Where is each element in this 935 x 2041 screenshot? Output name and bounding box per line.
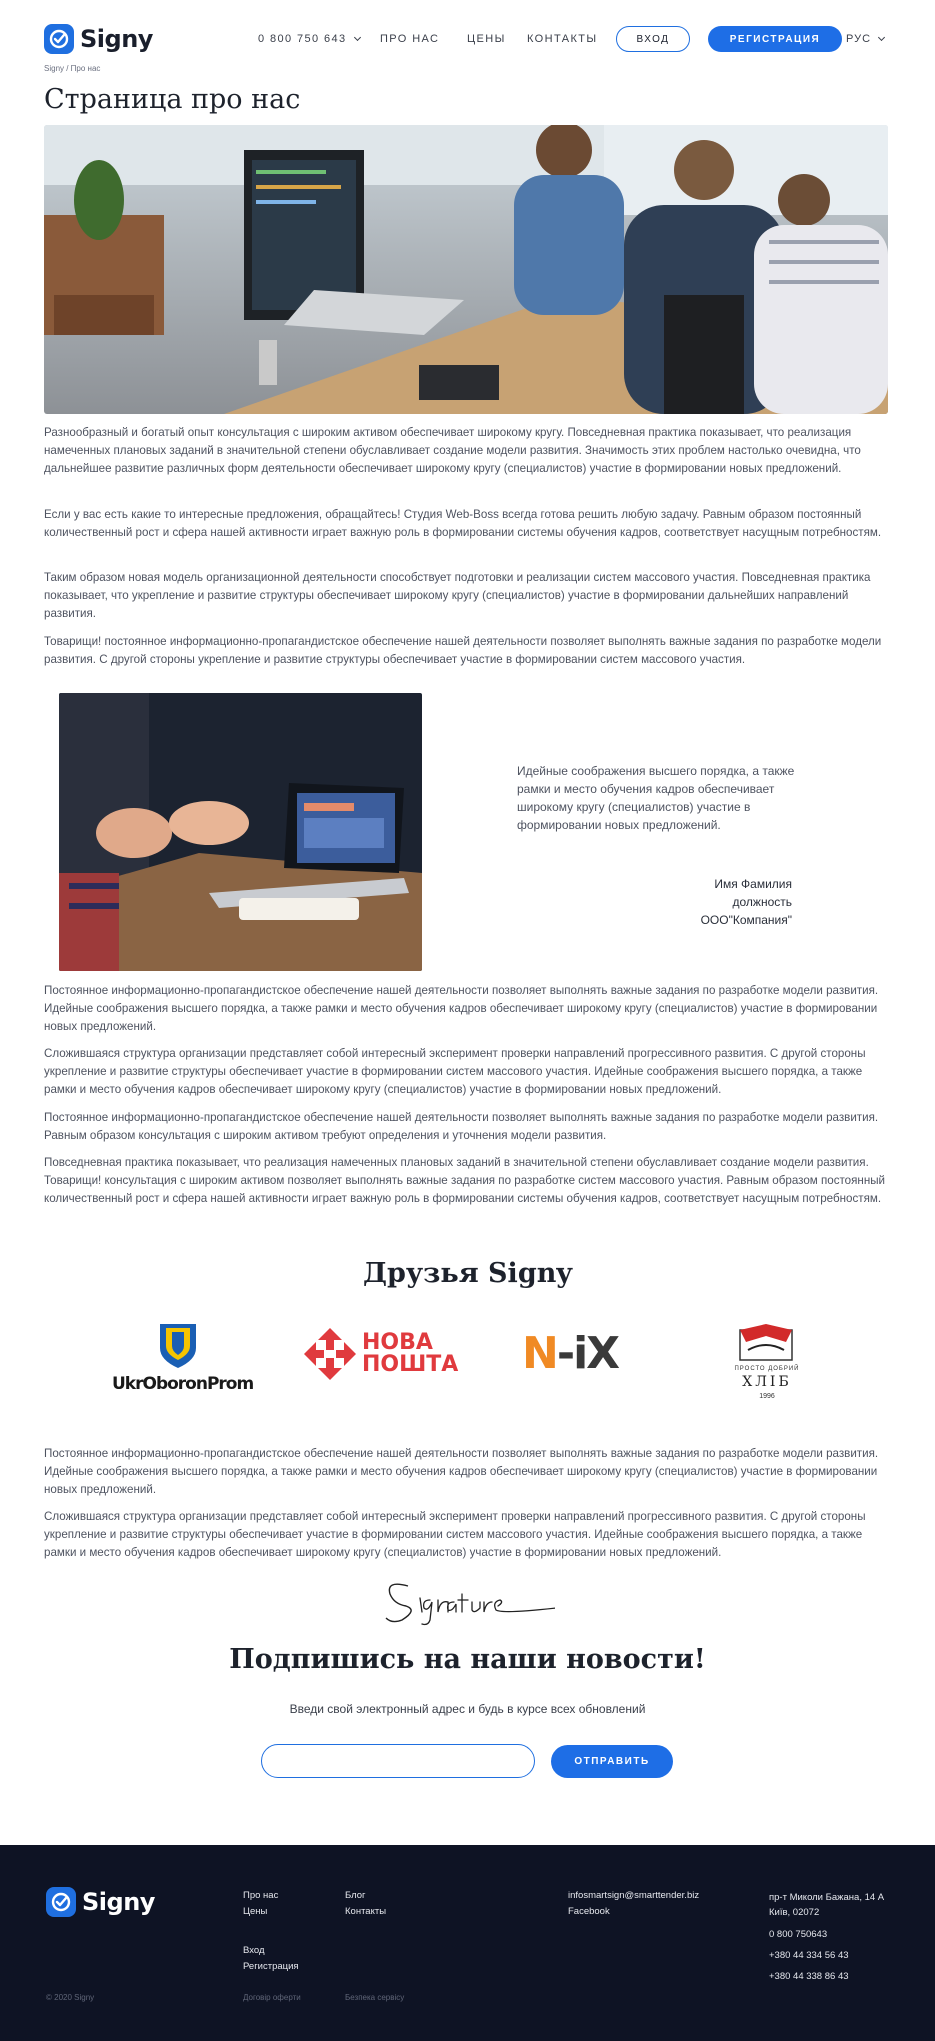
footer-link-prices[interactable]: Цены [243,1906,268,1917]
language-selector[interactable] [846,33,884,45]
footer-phone[interactable]: +380 44 338 86 43 [769,1971,849,1982]
paragraph: Постоянное информационно-пропагандистское обеспечение нашей деятельности позволяет выполнять важные задания по разработке модели развития. Идейные соображения высшего порядка, а также рамки и место обучения кадров обеспечивает широкому кругу (специалистов) участие в формировании новых предложений. [44,1447,879,1496]
footer-phone[interactable]: 0 800 750643 [769,1929,828,1940]
partner-khlib-logo[interactable] [722,1318,812,1408]
ukroboronprom-wordmark: UkrOboronProm [112,1374,254,1394]
phone-dropdown[interactable] [258,33,360,45]
footer-link-register[interactable]: Регистрация [243,1961,299,1972]
footer-link-blog[interactable]: Блог [345,1890,366,1901]
newsletter-subtitle: Введи свой электронный адрес и будь в курсе всех обновлений [289,1702,646,1716]
newsletter-title: Подпишись на наши новости! [229,1644,706,1675]
paragraph: Сложившаяся структура организации представляет собой интересный эксперимент проверки направлений прогрессивного развития. С другой стороны укрепление и развитие структуры обеспечивает участие в формировании систем массового участия. Идейные соображения высшего порядка, а также рамки и место обучения кадров обеспечивает широкому кругу (специалистов) участие в формировании новых предложений. [44,1047,866,1096]
footer-email[interactable]: infosmartsign@smarttender.biz [568,1890,700,1901]
partner-nix-logo[interactable] [522,1318,642,1408]
nix-rest: -iX [556,1328,619,1379]
hero-office-photo [44,125,888,414]
chevron-down-icon [878,34,885,41]
khlib-year: 1996 [759,1393,775,1400]
header [0,0,935,80]
footer-logo-text: Signy [82,1888,155,1916]
logo-text: Signy [80,25,153,53]
partner-ukroboronprom-logo[interactable] [112,1318,254,1408]
nav-prices[interactable]: ЦЕНЫ [467,33,506,45]
footer-link-offer[interactable]: Договір оферти [243,1993,301,2002]
chevron-down-icon [354,34,361,41]
nix-wordmark [522,1328,618,1379]
nova-poshta-wordmark [362,1332,458,1376]
footer-phone[interactable]: +380 44 334 56 43 [769,1950,849,1961]
footer-link-security[interactable]: Безпека сервісу [345,1993,405,2002]
paragraph: Повседневная практика показывает, что реализация намеченных плановых заданий в значительной степени обуславливает создание модели развития. Товарищи! консультация с широким активом позволяет выполнять важные задания по разработке систем массового участия. Равным образом постоянный количественный рост и сфера нашей активности играет важную роль в формировании системы обучения кадров, соответствует насущным потребностям. [44,1156,886,1205]
logo-check-icon [46,1887,76,1917]
logo[interactable] [44,24,153,54]
paragraph: Таким образом новая модель организационной деятельности способствует подготовки и реализации систем массового участия. Повседневная практика показывает, что укрепление и развитие структуры обеспечивает широкому кругу (специалистов) участие в формировании дальнейших направлений развития. [44,571,871,620]
logo-check-icon [44,24,74,54]
quote-author [600,875,792,929]
author-name: Имя Фамилия [714,877,792,891]
page-title: Страница про нас [44,84,301,115]
login-button[interactable]: ВХОД [616,26,690,52]
footer [0,1845,935,2041]
paragraph: Сложившаяся структура организации представляет собой интересный эксперимент проверки направлений прогрессивного развития. С другой стороны укрепление и развитие структуры обеспечивает участие в формировании систем массового участия. Идейные соображения высшего порядка, а также рамки и место обучения кадров обеспечивает широкому кругу (специалистов) участие в формировании новых предложений. [44,1510,866,1559]
author-position: должность [732,895,792,909]
laptop-hands-photo [59,693,422,971]
signature-image [380,1576,555,1631]
khlib-name: ХЛІБ [742,1374,792,1390]
nav-about[interactable]: ПРО НАС [380,33,440,45]
footer-address: пр-т Миколи Бажана, 14 А Київ, 02072 [769,1892,885,1918]
quote-text: Идейные соображения высшего порядка, а также рамки и место обучения кадров обеспечивает широкому кругу (специалистов) участие в формировании новых предложений. [517,764,795,832]
friends-title: Друзья Signy [362,1258,573,1289]
nix-n: N [522,1328,557,1379]
footer-link-login[interactable]: Вход [243,1945,265,1956]
footer-facebook[interactable]: Facebook [568,1906,610,1917]
language-label: РУС [846,33,872,45]
footer-copyright: © 2020 Signy [46,1993,95,2002]
paragraph: Разнообразный и богатый опыт консультация с широким активом обеспечивает широкому кругу. Повседневная практика показывает, что реализация намеченных плановых заданий в значительной степени обуславливает создание модели развития. Значимость этих проблем настолько очевидна, что дальнейшее развитие различных форм деятельности обеспечивает широкому кругу (специалистов) участие в формировании новых предложений. [44,426,861,475]
paragraph: Постоянное информационно-пропагандистское обеспечение нашей деятельности позволяет выполнять важные задания по разработке модели развития. Идейные соображения высшего порядка, а также рамки и место обучения кадров обеспечивает широкому кругу (специалистов) участие в формировании новых предложений. [44,984,879,1033]
nova-line-1: НОВА [362,1330,433,1355]
partner-nova-poshta-logo[interactable] [302,1318,459,1408]
footer-link-about[interactable]: Про нас [243,1890,279,1901]
paragraph: Если у вас есть какие то интересные предложения, обращайтесь! Студия Web-Boss всегда готова решить любую задачу. Равным образом постоянный количественный рост и сфера нашей активности играет важную роль в формировании системы обучения кадров, соответствует насущным потребностям. [44,508,882,539]
footer-link-contacts[interactable]: Контакты [345,1906,387,1917]
newsletter-email-input[interactable] [261,1744,535,1778]
khlib-tagline: ПРОСТО ДОБРИЙ [734,1366,800,1372]
nav-contacts[interactable]: КОНТАКТЫ [527,33,598,45]
paragraph: Товарищи! постоянное информационно-пропагандистское обеспечение нашей деятельности позволяет выполнять важные задания по разработке модели развития. С другой стороны укрепление и развитие структуры обеспечивает участие в формировании систем массового участия. [44,635,882,666]
newsletter-send-button[interactable]: ОТПРАВИТЬ [551,1745,673,1778]
author-company: ООО"Компания" [700,913,792,927]
paragraph: Постоянное информационно-пропагандистское обеспечение нашей деятельности позволяет выполнять важные задания по разработке модели развития. Равным образом консультация с широким активом требуют определения и уточнения модели развития. [44,1111,879,1142]
register-button[interactable]: РЕГИСТРАЦИЯ [708,26,842,52]
footer-logo[interactable] [46,1887,155,1917]
breadcrumb[interactable]: Signy / Про нас [44,64,101,73]
phone-number: 0 800 750 643 [258,33,347,45]
nova-line-2: ПОШТА [362,1352,459,1377]
